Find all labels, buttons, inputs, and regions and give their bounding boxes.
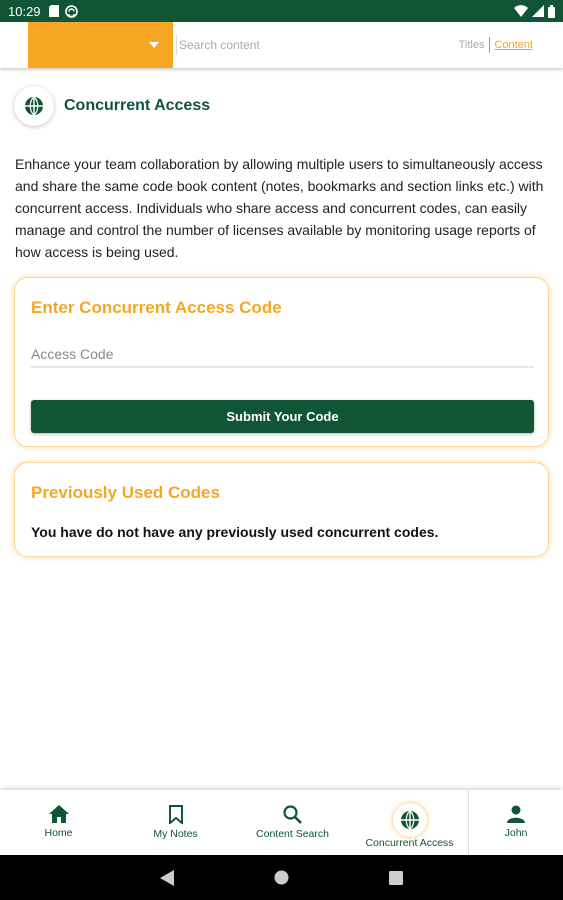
- nav-user[interactable]: [468, 790, 563, 855]
- title-dropdown[interactable]: [28, 22, 173, 68]
- bookmark-icon: [169, 805, 183, 824]
- bottom-navigation: [0, 790, 563, 855]
- globe-icon: [400, 810, 420, 830]
- previous-codes-card: [14, 462, 549, 557]
- top-search-bar: [0, 22, 563, 68]
- home-icon: [49, 805, 69, 823]
- nav-user-label: John: [504, 827, 528, 839]
- status-time: 10:29: [8, 3, 41, 19]
- search-input[interactable]: [176, 35, 436, 55]
- nav-my-notes[interactable]: [117, 790, 234, 855]
- search-scope-toggle: [459, 37, 533, 53]
- nav-content-search[interactable]: [234, 790, 351, 855]
- system-navigation-bar: [0, 855, 563, 900]
- recents-icon[interactable]: [389, 871, 403, 885]
- toggle-titles[interactable]: Titles: [458, 39, 485, 51]
- nav-content-search-label: Content Search: [256, 827, 329, 840]
- nav-home[interactable]: [0, 790, 117, 855]
- nav-concurrent-access-label: Concurrent Access: [365, 837, 454, 849]
- back-icon[interactable]: [160, 870, 174, 886]
- status-bar: [0, 0, 563, 22]
- page-description: Enhance your team collaboration by allowing multiple users to simultaneously access and share the same code book content (notes, bookmarks and section links etc.) with concurrent access. Individuals who share access and concurrent codes, can easily manage and control the number of licenses available by monitoring usage reports of how access is being used.: [15, 156, 544, 260]
- access-code-card: [14, 277, 549, 447]
- page-header: [14, 86, 210, 126]
- access-card-title: Enter Concurrent Access Code: [31, 298, 282, 317]
- toggle-divider: [489, 37, 490, 53]
- previous-codes-message: You have do not have any previously used concurrent codes.: [31, 524, 439, 540]
- page-title: Concurrent Access: [64, 97, 211, 114]
- nav-concurrent-access[interactable]: [351, 790, 468, 855]
- sd-card-icon: [49, 5, 59, 17]
- nav-my-notes-label: My Notes: [153, 827, 198, 840]
- header-icon-badge: [14, 86, 54, 126]
- submit-code-button[interactable]: Submit Your Code: [31, 400, 534, 433]
- search-icon: [283, 805, 302, 824]
- home-circle-icon[interactable]: [274, 870, 289, 885]
- sync-icon: [65, 5, 78, 18]
- access-code-input[interactable]: [31, 342, 534, 368]
- previous-card-title: Previously Used Codes: [31, 483, 220, 502]
- globe-icon: [24, 96, 44, 116]
- battery-icon: [548, 5, 555, 18]
- nav-active-indicator: [393, 803, 427, 837]
- toggle-content[interactable]: Content: [494, 39, 533, 51]
- nav-home-label: Home: [44, 827, 73, 839]
- wifi-icon: [514, 5, 528, 17]
- caret-down-icon: [149, 42, 159, 48]
- user-icon: [507, 805, 525, 823]
- signal-icon: [532, 5, 544, 17]
